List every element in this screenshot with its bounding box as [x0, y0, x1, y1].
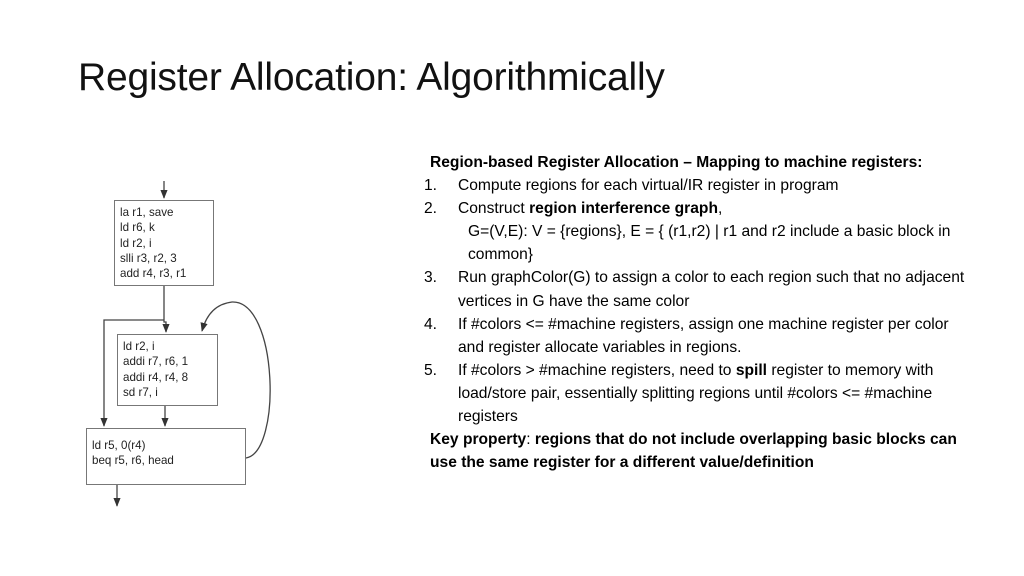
item-number: 3.	[424, 269, 438, 287]
item-number: 5.	[424, 361, 438, 379]
item-text-bold: region interference graph	[529, 200, 718, 218]
item-number: 2.	[424, 200, 438, 218]
basic-block-3	[86, 428, 246, 485]
key-property-label: Key property	[430, 431, 527, 449]
code-line: addi r7, r6, 1	[123, 355, 189, 369]
code-line: beq r5, r6, head	[92, 454, 174, 468]
code-line: ld r6, k	[120, 221, 155, 235]
item-number: 4.	[424, 315, 438, 333]
item-text-post: ,	[717, 200, 723, 218]
list-item	[424, 266, 974, 312]
key-property-colon: :	[526, 431, 535, 449]
list-item	[424, 359, 974, 428]
basic-block-1	[114, 200, 214, 286]
text-panel	[424, 151, 974, 474]
code-line: ld r2, i	[120, 236, 152, 250]
basic-block-2	[117, 334, 218, 406]
item-text-post: register to memory with load/store pair, essentially splitting regions until #colors <= #machine registers	[458, 361, 934, 426]
code-line: slli r3, r2, 3	[120, 251, 177, 265]
key-property-text: regions that do not include overlapping basic blocks can use the same register for a different value/definition	[430, 431, 957, 472]
code-line: addi r4, r4, 8	[123, 370, 189, 384]
code-line: la r1, save	[120, 206, 174, 219]
list-item	[424, 197, 974, 266]
code-line: add r4, r3, r1	[120, 267, 187, 281]
item-text-pre: If #colors > #machine registers, need to	[458, 361, 736, 379]
edge-b1-b2	[164, 286, 166, 332]
item-text: Run graphColor(G) to assign a color to each region such that no adjacent vertices in G have the same color	[458, 269, 965, 310]
key-property	[424, 428, 974, 474]
item-text-pre: Construct	[458, 200, 530, 218]
code-line: ld r5, 0(r4)	[92, 439, 146, 452]
code-line: sd r7, i	[123, 385, 158, 399]
slide-title: Register Allocation: Algorithmically	[78, 56, 665, 99]
item-text: If #colors <= #machine registers, assign one machine register per color and register allocate variables in regions.	[458, 315, 949, 356]
code-line: ld r2, i	[123, 340, 155, 353]
list-item	[424, 174, 974, 197]
item-text: Compute regions for each virtual/IR register in program	[458, 177, 839, 195]
steps-list	[424, 174, 974, 428]
item-subtext: G=(V,E): V = {regions}, E = { (r1,r2) | r1 and r2 include a basic block in common}	[468, 223, 951, 264]
item-text-bold: spill	[735, 361, 768, 379]
item-number: 1.	[424, 177, 438, 195]
list-item	[424, 313, 974, 359]
panel-heading: Region-based Register Allocation – Mapping to machine registers:	[430, 154, 923, 171]
